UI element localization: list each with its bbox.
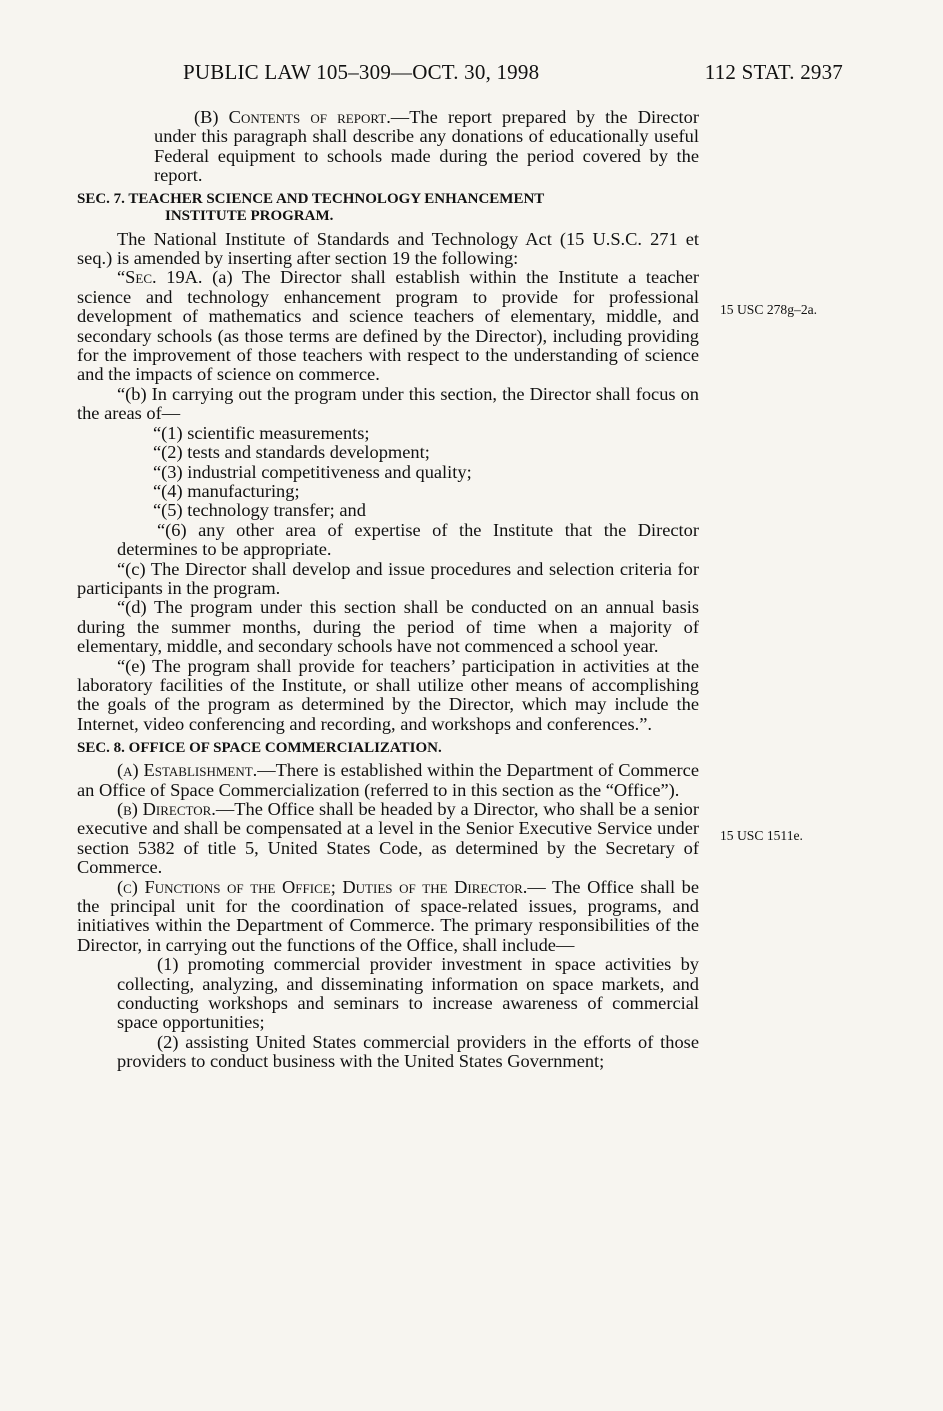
section-8-subsection-b [77, 800, 699, 878]
section-19a-subsection-c: “(c) The Director shall develop and issue procedures and selection criteria for participants in the program. [77, 558, 699, 598]
paragraph-text: — The Office shall be the principal unit for the coordination of space-related issues, programs, and initiatives within the Department of Commerce. The primary responsibilities of the Director, in carrying out the functions of the Office, shall include— [77, 876, 700, 955]
section-8-subsection-a [77, 761, 699, 800]
list-item: “(3) industrial competitiveness and quality; [153, 461, 472, 482]
section-8-heading: SEC. 8. OFFICE OF SPACE COMMERCIALIZATION. [77, 740, 442, 757]
paragraph-text: —There is established within the Department of Commerce an Office of Space Commercialization (referred to in this section as the “Office”). [77, 760, 699, 800]
section-8-c-paragraph-1: (1) promoting commercial provider investment in space activities by collecting, analyzing, and disseminating information on space markets, and conducting workshops and seminars to increase awareness of commercial space opportunities; [117, 954, 699, 1033]
statute-page-number: 112 STAT. 2937 [704, 60, 843, 84]
list-item: “(4) manufacturing; [153, 480, 300, 501]
section-8-c-paragraph-2: (2) assisting United States commercial providers in the efforts of those providers to conduct business with the United States Government; [117, 1031, 699, 1072]
margin-note-usc-citation: 15 USC 1511e. [720, 828, 803, 843]
section-label: “Sec. [117, 267, 157, 288]
paragraph-text: 19A. (a) The Director shall establish within the Institute a teacher science and technology enhancement program to provide for professional development of mathematics and science teachers of elementary, middle, and secondary schools (as those terms are defined by the Director), including providing for the improvement of those teachers with respect to the understanding of science and the impacts of science on commerce. [77, 267, 699, 385]
section-7-intro: The National Institute of Standards and Technology Act (15 U.S.C. 271 et seq.) is amended by inserting after section 19 the following: [77, 228, 699, 269]
paragraph-b-contents-of-report [77, 108, 699, 186]
paragraph-heading: (b) Director. [117, 799, 216, 819]
section-7-heading [77, 191, 699, 225]
running-header [183, 60, 843, 86]
paragraph-heading: (c) Functions of the Office; Duties of the Director. [117, 876, 528, 897]
paragraph-text: —The Office shall be headed by a Director, who shall be a senior executive and shall be compensated at a level in the Senior Executive Service under section 5382 of title 5, United States Code, as determined by the Secretary of Commerce. [77, 799, 699, 878]
margin-note-usc-citation: 15 USC 278g–2a. [720, 302, 818, 317]
section-19a-subsection-a [77, 268, 699, 384]
list-item: “(2) tests and standards development; [153, 442, 430, 463]
list-item: “(5) technology transfer; and [153, 500, 366, 521]
section-8-subsection-c [77, 878, 699, 956]
paragraph-heading: (B) Contents of report. [194, 107, 391, 127]
paragraph-text: —The report prepared by the Director under this paragraph shall describe any donations of educationally useful Federal equipment to schools made during the period covered by the report. [154, 107, 699, 186]
paragraph-heading: (a) Establishment. [117, 760, 258, 781]
list-item: “(1) scientific measurements; [153, 422, 370, 443]
section-19a-subsection-e: “(e) The program shall provide for teachers’ participation in activities at the laboratory facilities of the Institute, or shall utilize other means of accomplishing the goals of the program as determined by the Director, which may include the Internet, video conferencing and recording, and workshops and conferences.”. [77, 655, 699, 734]
section-heading-line: INSTITUTE PROGRAM. [165, 207, 334, 224]
section-19a-subsection-d: “(d) The program under this section shall be conducted on an annual basis during the summer months, during the period of time when a majority of elementary, middle, and secondary schools have not commenced a school year. [77, 597, 699, 657]
public-law-citation: PUBLIC LAW 105–309—OCT. 30, 1998 [183, 60, 540, 84]
list-item: “(6) any other area of expertise of the Institute that the Director determines to be appropriate. [117, 519, 699, 560]
section-heading-line: SEC. 7. TEACHER SCIENCE AND TECHNOLOGY ENHANCEMENT [77, 190, 545, 207]
document-body [77, 108, 699, 1072]
section-19a-subsection-b: “(b) In carrying out the program under this section, the Director shall focus on the areas of— [77, 383, 699, 424]
